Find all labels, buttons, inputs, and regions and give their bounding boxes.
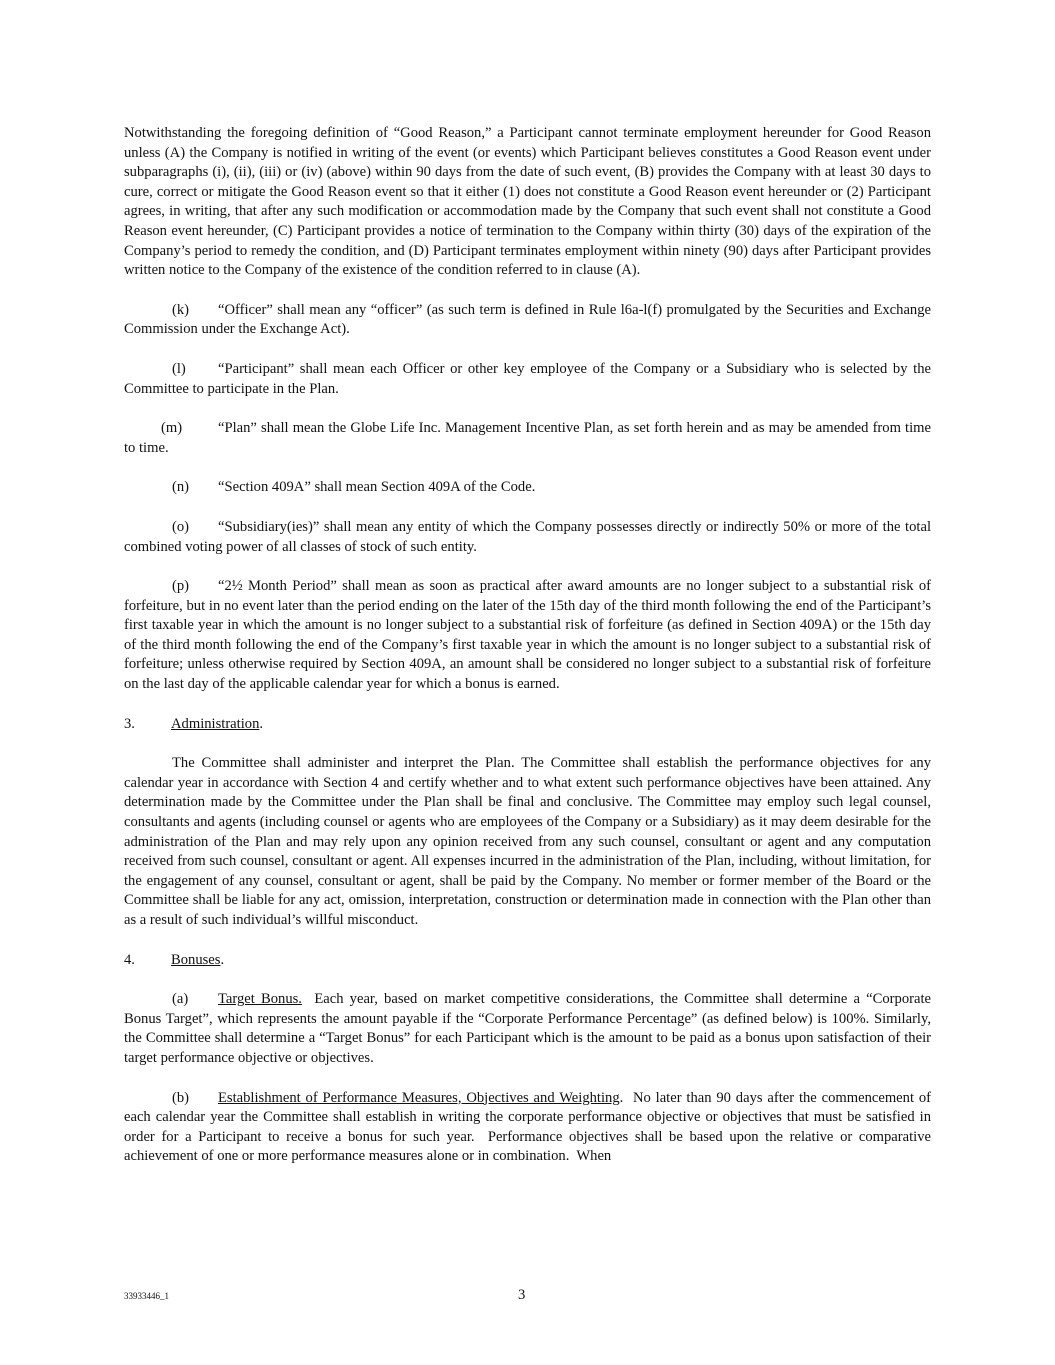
definition-l — [124, 360, 931, 399]
item-heading: Establishment of Performance Measures, Objectives and Weighting — [218, 1089, 620, 1106]
section-title-period: . — [259, 715, 264, 732]
definition-number: (m) — [161, 420, 183, 437]
section-3-body: The Committee shall administer and interpret the Plan. The Committee shall establish the performance objectives for any calendar year in accordance with Section 4 and certify whether and to what extent such performance objectives have been attained. Any determination made by the Committee under the Plan shall be final and conclusive. The Committee may employ such legal counsel, consultants and agents (including counsel or agents who are employees of the Company or a Subsidiary) as it may deem desirable for the administration of the Plan and may rely upon any opinion received from any such counsel, consultant or agent and any computation received from such counsel, consultant or agent. All expenses incurred in the administration of the Plan, including, without limitation, for the engagement of any counsel, consultant or agent, shall be paid by the Company. No member or former member of the Board or the Committee shall be liable for any act, omission, interpretation, construction or determination made in connection with the Plan other than as a result of such individual’s willful misconduct. — [124, 755, 931, 928]
section-title: Administration — [171, 715, 260, 732]
section-number: 3. — [124, 715, 135, 732]
definition-m — [124, 419, 931, 458]
good-reason-paragraph: Notwithstanding the foregoing definition of “Good Reason,” a Participant cannot terminate employment hereunder for Good Reason unless (A) the Company is notified in writing of the event (or events) which Participant believes constitutes a Good Reason event under subparagraphs (i), (ii), (iii) or (iv) (above) within 90 days from the date of such event, (B) provides the Company with at least 30 days to cure, correct or mitigate the Good Reason event so that it either (1) does not constitute a Good Reason event hereunder or (2) Participant agrees, in writing, that after any such modification or accommodation made by the Company that such event shall not constitute a Good Reason event hereunder, (C) Participant provides a notice of termination to the Company within thirty (30) days of the expiration of the Company’s period to remedy the condition, and (D) Participant terminates employment within ninety (90) days after Participant provides written notice to the Company of the existence of the condition referred to in clause (A). — [124, 125, 931, 279]
section-title-period: . — [220, 951, 225, 968]
definition-text: “Participant” shall mean each Officer or other key employee of the Company or a Subsidiary who is selected by the Committee to participate in the Plan. — [124, 360, 931, 397]
definition-number: (p) — [172, 578, 190, 595]
definition-number: (k) — [172, 301, 190, 318]
definition-text: “Section 409A” shall mean Section 409A of the Code. — [218, 479, 536, 496]
definition-text: “Officer” shall mean any “officer” (as such term is defined in Rule l6a-l(f) promulgated by the Securities and Exchange Commission under the Exchange Act). — [124, 301, 931, 338]
section-number: 4. — [124, 951, 135, 968]
definition-number: (o) — [172, 518, 190, 535]
definition-text: “Plan” shall mean the Globe Life Inc. Management Incentive Plan, as set forth herein and as may be amended from time to time. — [124, 420, 931, 456]
definition-text: “2½ Month Period” shall mean as soon as practical after award amounts are no longer subject to a substantial risk of forfeiture, but in no event later than the period ending on the later of the 15th day of the third month following the end of the Participant’s first taxable year in which the amount is no longer subject to a substantial risk of forfeiture (as defined in Section 409A) or the 15th day of the third month following the end of the Company’s first taxable year in which the amount is no longer subject to a substantial risk of forfeiture; unless otherwise required by Section 409A, an amount shall be considered no longer subject to a substantial risk of forfeiture on the last day of the applicable calendar year for which a bonus is earned. — [124, 578, 931, 693]
footer-page-number: 3 — [518, 1287, 526, 1303]
definition-number: (n) — [172, 479, 190, 496]
item-number: (a) — [172, 991, 189, 1008]
item-heading: Target Bonus. — [218, 991, 302, 1008]
item-number: (b) — [172, 1089, 190, 1106]
section-title: Bonuses — [171, 951, 221, 968]
section-4a — [124, 990, 935, 1068]
definition-text: “Subsidiary(ies)” shall mean any entity of which the Company possesses directly or indirectly 50% or more of the total combined voting power of all classes of stock of such entity. — [124, 518, 931, 555]
definition-p — [124, 577, 931, 695]
definition-k — [124, 301, 931, 340]
definition-number: (l) — [172, 360, 186, 377]
section-3-heading — [124, 715, 931, 735]
footer-document-id: 33933446_1 — [124, 1291, 169, 1301]
section-4-heading — [124, 951, 931, 971]
definition-o — [124, 518, 931, 557]
item-text: Each year, based on market competitive considerations, the Committee shall determine a “Corporate Bonus Target”, which represents the amount payable if the “Corporate Performance Percentage” (as defined below) is 100%. Similarly, the Committee shall determine a “Target Bonus” for each Participant which is the amount to be paid as a bonus upon satisfaction of their target performance objective or objectives. — [124, 991, 935, 1066]
section-4b — [124, 1089, 935, 1167]
document-page — [124, 124, 935, 1167]
item-text: . No later than 90 days after the commencement of each calendar year the Committee shall establish in writing the corporate performance objective or objectives that must be satisfied in order for a Participant to receive a bonus for such year. Performance objectives shall be based upon the relative or comparative achievement of one or more performance measures alone or in combination. When — [124, 1089, 935, 1165]
definition-n — [124, 478, 931, 498]
